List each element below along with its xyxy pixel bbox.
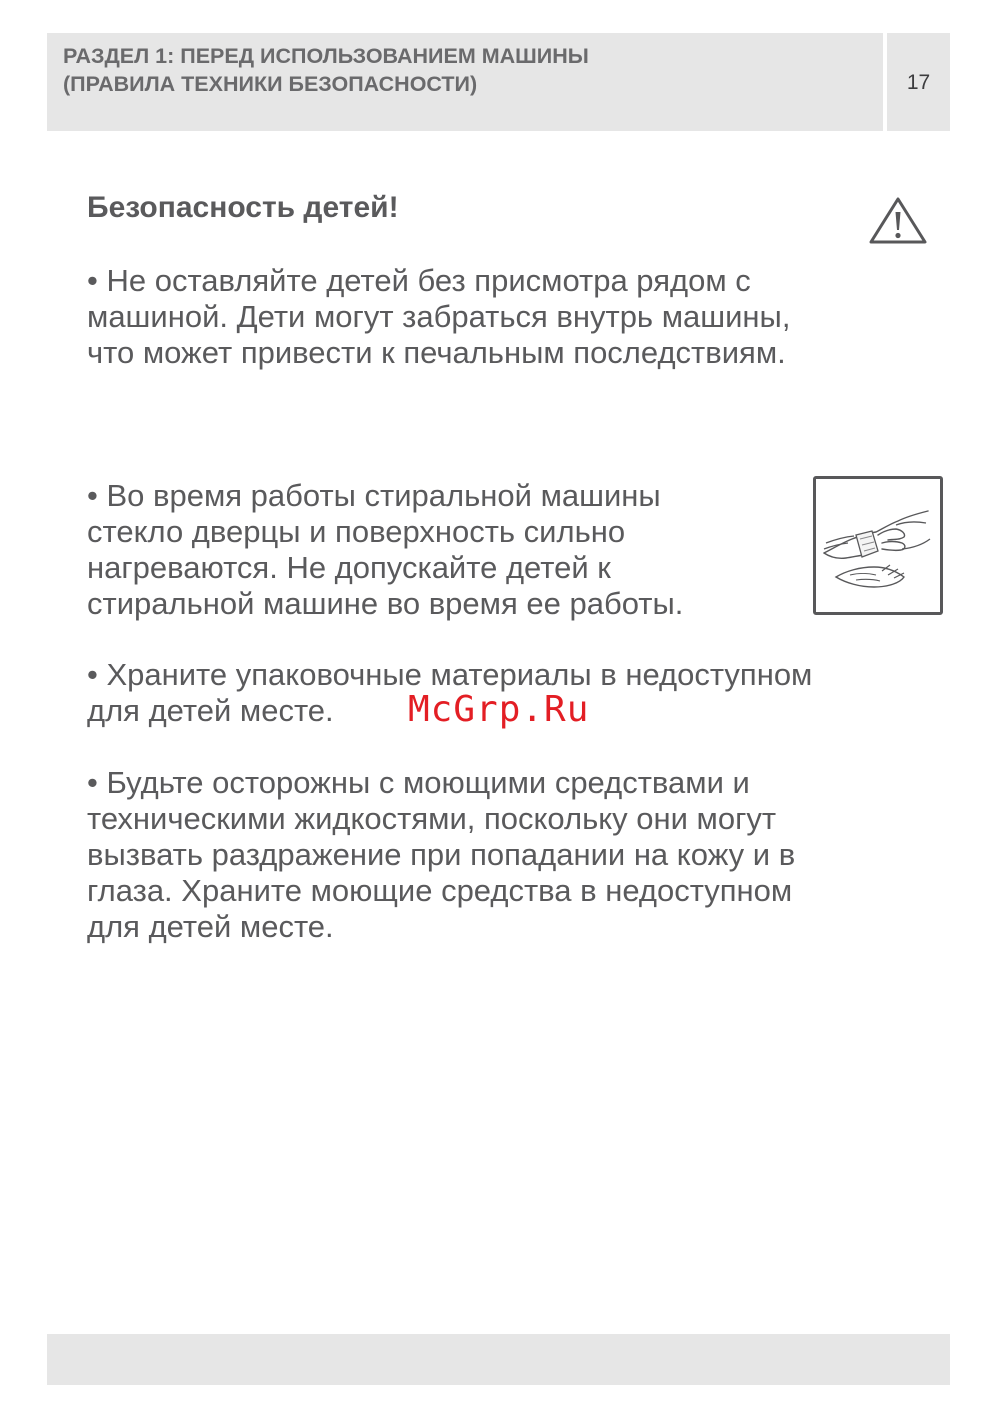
paragraph-line: • Не оставляйте детей без присмотра рядом с bbox=[87, 263, 751, 298]
section-header-bar bbox=[47, 33, 883, 131]
warning-triangle-icon bbox=[868, 196, 928, 246]
paragraph-line: глаза. Храните моющие средства в недоступном bbox=[87, 873, 793, 908]
paragraph-line: что может привести к печальным последствиям. bbox=[87, 335, 786, 370]
paragraph-line: техническими жидкостями, поскольку они могут bbox=[87, 801, 777, 836]
paragraph-line: стекло дверцы и поверхность сильно bbox=[87, 514, 626, 549]
paragraph-detergents bbox=[87, 765, 795, 945]
section-title: РАЗДЕЛ 1: ПЕРЕД ИСПОЛЬЗОВАНИЕМ МАШИНЫ (ПРАВИЛА ТЕХНИКИ БЕЗОПАСНОСТИ) bbox=[63, 44, 589, 96]
paragraph-line: для детей месте. bbox=[87, 693, 334, 728]
paragraph-line: • Будьте осторожны с моющими средствами и bbox=[87, 765, 750, 800]
paragraph-hot-surfaces bbox=[87, 478, 683, 622]
page-number: 17 bbox=[906, 71, 931, 94]
page-number-box bbox=[887, 33, 950, 131]
paragraph-line: для детей месте. bbox=[87, 909, 334, 944]
hot-surface-hands-icon bbox=[813, 476, 943, 615]
paragraph-line: • Во время работы стиральной машины bbox=[87, 478, 661, 513]
child-safety-heading: Безопасность детей! bbox=[87, 191, 399, 224]
footer-bar bbox=[47, 1334, 950, 1385]
paragraph-line: машиной. Дети могут забраться внутрь машины, bbox=[87, 299, 791, 334]
paragraph-line: • Храните упаковочные материалы в недоступном bbox=[87, 657, 813, 692]
paragraph-line: нагреваются. Не допускайте детей к bbox=[87, 550, 611, 585]
paragraph-line: стиральной машине во время ее работы. bbox=[87, 586, 684, 621]
paragraph-unattended-children bbox=[87, 263, 790, 371]
watermark: McGrp.Ru bbox=[408, 689, 590, 730]
paragraph-line: вызвать раздражение при попадании на кожу и в bbox=[87, 837, 796, 872]
